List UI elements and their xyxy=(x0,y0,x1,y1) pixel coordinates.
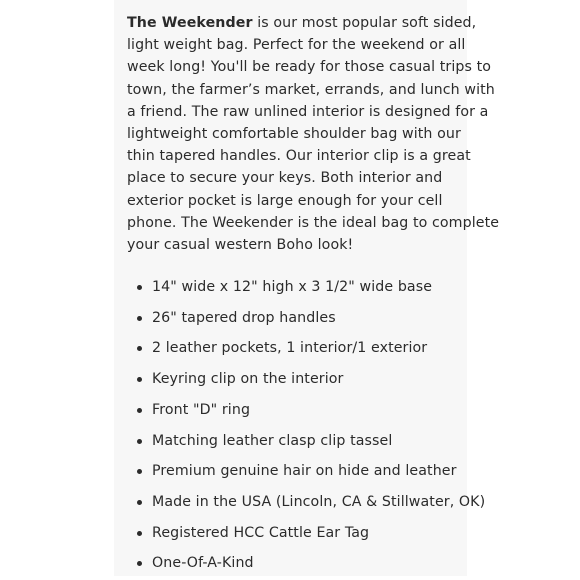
feature-text: Front "D" ring xyxy=(152,401,251,418)
product-name: The Weekender xyxy=(127,15,253,31)
feature-text: Keyring clip on the interior xyxy=(152,371,344,388)
description-line: light weight bag. Perfect for the weekend or all xyxy=(127,37,466,54)
feature-item xyxy=(127,456,467,487)
feature-text: Made in the USA (Lincoln, CA & Stillwater, OK) xyxy=(152,493,486,510)
description-line: lightweight comfortable shoulder bag with our xyxy=(127,125,461,142)
description-text: is our most popular soft sided, xyxy=(252,15,477,31)
feature-text: 14" wide x 12" high x 3 1/2" wide base xyxy=(152,279,433,296)
feature-item xyxy=(127,426,467,457)
feature-text: One-Of-A-Kind xyxy=(152,555,254,572)
description-line: phone. The Weekender is the ideal bag to complete xyxy=(127,214,500,231)
feature-item xyxy=(127,395,467,426)
feature-item xyxy=(127,333,467,364)
description-line: thin tapered handles. Our interior clip is a great xyxy=(127,148,471,165)
bullet-icon xyxy=(137,531,142,536)
feature-item xyxy=(127,548,467,579)
feature-list xyxy=(127,272,486,579)
bullet-icon xyxy=(137,285,142,290)
feature-text: 26" tapered drop handles xyxy=(152,309,336,326)
bullet-icon xyxy=(137,377,142,382)
bullet-icon xyxy=(137,561,142,566)
product-description xyxy=(127,12,500,579)
bullet-icon xyxy=(137,469,142,474)
feature-item xyxy=(127,272,467,303)
feature-text: Matching leather clasp clip tassel xyxy=(152,432,393,449)
feature-item xyxy=(127,487,486,518)
description-line xyxy=(127,12,477,34)
description-line: town, the farmer’s market, errands, and lunch with xyxy=(127,81,495,98)
description-line: place to secure your keys. Both interior and xyxy=(127,170,443,187)
feature-text: Registered HCC Cattle Ear Tag xyxy=(152,524,370,541)
description-line: week long! You'll be ready for those casual trips to xyxy=(127,59,492,76)
bullet-icon xyxy=(137,408,142,413)
bullet-icon xyxy=(137,316,142,321)
description-line: a friend. The raw unlined interior is designed for a xyxy=(127,103,489,120)
feature-item xyxy=(127,364,467,395)
feature-text: 2 leather pockets, 1 interior/1 exterior xyxy=(152,340,428,357)
bullet-icon xyxy=(137,346,142,351)
feature-text: Premium genuine hair on hide and leather xyxy=(152,463,457,480)
description-line: your casual western Boho look! xyxy=(127,236,354,253)
bullet-icon xyxy=(137,439,142,444)
feature-item xyxy=(127,518,467,549)
feature-item xyxy=(127,303,467,334)
bullet-icon xyxy=(137,500,142,505)
description-line: exterior pocket is large enough for your cell xyxy=(127,192,443,209)
